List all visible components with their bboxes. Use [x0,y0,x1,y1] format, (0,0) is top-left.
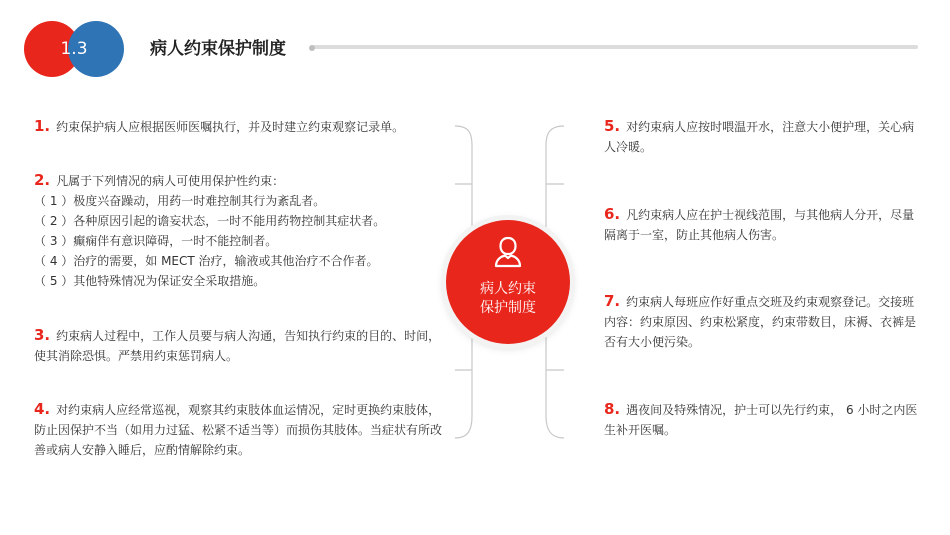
section-number: 1.3 [60,39,88,59]
item-number: 5. [604,117,621,135]
sub-item-3: （ 3 ）癫痫伴有意识障碍，一时不能控制者。 [34,234,278,248]
center-label-line-2: 保护制度 [480,300,536,316]
item-text: 对约束病人应按时喂温开水，注意大小便护理，关心病人冷暖。 [604,120,915,154]
item-text: 凡属于下列情况的病人可使用保护性约束： [56,174,285,188]
rule-item-2 [34,170,444,291]
item-text: 约束保护病人应根据医师医嘱执行，并及时建立约束观察记录单。 [56,120,405,134]
item-text: 凡约束病人应在护士视线范围，与其他病人分开，尽量隔离于一室，防止其他病人伤害。 [604,208,915,242]
sub-item-2: （ 2 ）各种原因引起的谵妄状态，一时不能用药物控制其症状者。 [34,214,386,228]
item-number: 4. [34,400,51,418]
rule-item-1 [34,116,444,137]
item-text: 约束病人每班应作好重点交班及约束观察登记。交接班内容：约束原因、约束松紧度，约束带数目，床褥、衣裤是否有大小便污染。 [604,295,917,349]
center-label [446,280,570,318]
item-text: 对约束病人应经常巡视，观察其约束肢体血运情况，定时更换约束肢体，防止因保护不当（如用力过猛、松紧不适当等）而损伤其肢体。当症状有所改善或病人安静入睡后，应酌情解除约束。 [34,403,443,457]
item-text: 约束病人过程中，工作人员要与病人沟通，告知执行约束的目的、时间，使其消除恐惧。严禁用约束惩罚病人。 [34,329,441,363]
sub-item-4: （ 4 ）治疗的需要，如 MECT 治疗，输液或其他治疗不合作者。 [34,254,379,268]
item-number: 6. [604,205,621,223]
rule-item-5 [604,116,924,157]
rule-item-4 [34,399,444,460]
slide-title: 病人约束保护制度 [150,39,286,59]
rule-item-6 [604,204,924,245]
sub-item-5: （ 5 ）其他特殊情况为保证安全采取措施。 [34,274,266,288]
sub-item-1: （ 1 ）极度兴奋躁动，用药一时难控制其行为紊乱者。 [34,194,326,208]
item-number: 2. [34,171,51,189]
user-icon [493,235,523,269]
rule-item-3 [34,325,444,366]
rule-item-7 [604,291,924,352]
item-text: 遇夜间及特殊情况，护士可以先行约束， 6 小时之内医生补开医嘱。 [604,403,918,437]
item-number: 8. [604,400,621,418]
item-number: 1. [34,117,51,135]
item-number: 3. [34,326,51,344]
center-label-line-1: 病人约束 [480,281,536,297]
rule-item-8 [604,399,924,440]
item-number: 7. [604,292,621,310]
